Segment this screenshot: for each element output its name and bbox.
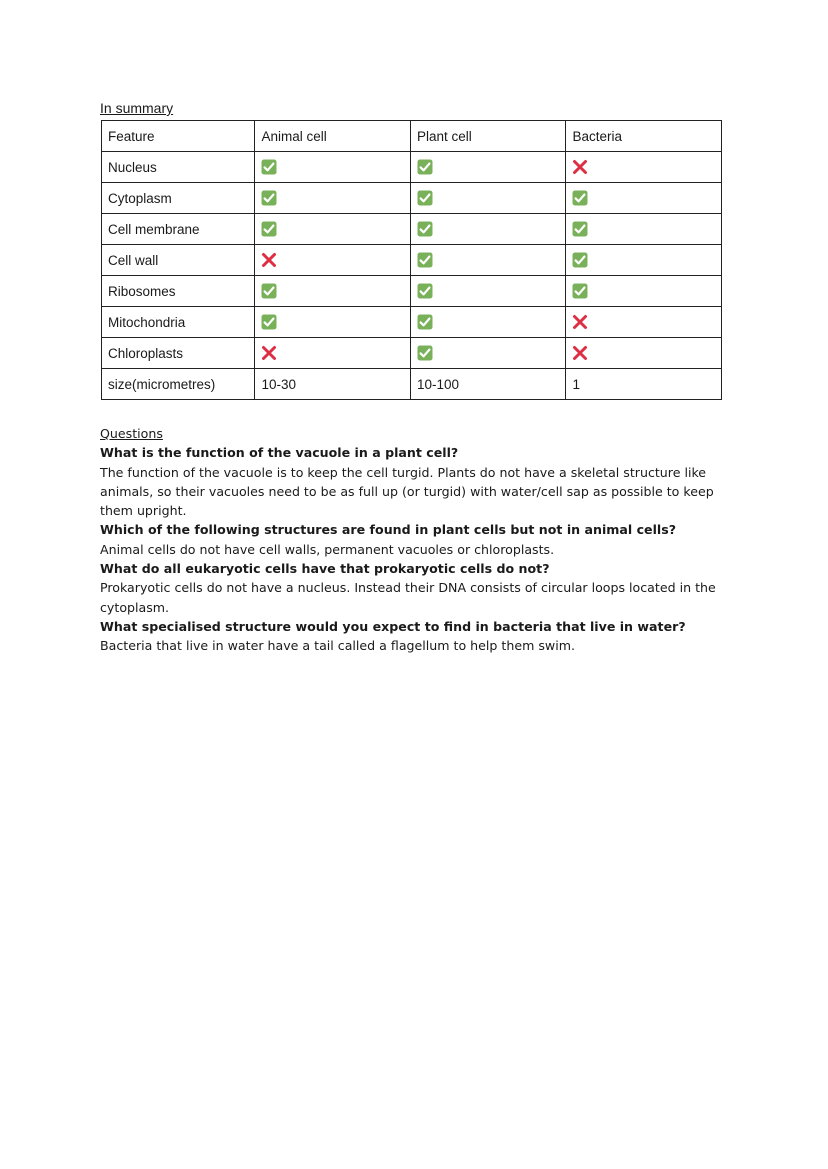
bacteria-cell (566, 183, 722, 214)
feature-cell: Mitochondria (102, 307, 255, 338)
size-bacteria-cell: 1 (566, 369, 722, 400)
plant-cell (410, 183, 566, 214)
plant-cell (410, 214, 566, 245)
check-mark-icon (572, 283, 588, 299)
feature-cell: Ribosomes (102, 276, 255, 307)
plant-cell (410, 307, 566, 338)
animal-cell (255, 338, 411, 369)
summary-table (101, 120, 722, 400)
check-mark-icon (417, 283, 433, 299)
animal-cell (255, 214, 411, 245)
questions-section (100, 424, 720, 656)
cross-mark-icon (261, 345, 277, 361)
questions-heading: Questions (100, 426, 163, 441)
bacteria-cell (566, 214, 722, 245)
check-mark-icon (572, 252, 588, 268)
qa-list (100, 443, 720, 655)
bacteria-cell (566, 307, 722, 338)
plant-cell (410, 245, 566, 276)
animal-cell (255, 245, 411, 276)
feature-cell: Cytoplasm (102, 183, 255, 214)
question-text: What do all eukaryotic cells have that prokaryotic cells do not? (100, 561, 550, 577)
table-header-row (102, 121, 722, 152)
check-mark-icon (572, 190, 588, 206)
size-plant-cell: 10-100 (410, 369, 566, 400)
question-text: What is the function of the vacuole in a plant cell? (100, 445, 459, 461)
cross-mark-icon (572, 159, 588, 175)
answer-line: animals, so their vacuoles need to be as full up (or turgid) with water/cell sap as possible to keep (100, 483, 714, 499)
check-mark-icon (417, 221, 433, 237)
feature-cell: Nucleus (102, 152, 255, 183)
table-row (102, 183, 722, 214)
table-row (102, 307, 722, 338)
cross-mark-icon (572, 345, 588, 361)
summary-heading: In summary (100, 100, 174, 116)
bacteria-cell (566, 245, 722, 276)
check-mark-icon (261, 159, 277, 175)
size-feature-cell: size(micrometres) (102, 369, 255, 400)
check-mark-icon (261, 221, 277, 237)
header-cell-bacteria: Bacteria (566, 121, 722, 152)
table-row (102, 276, 722, 307)
header-cell-plant: Plant cell (410, 121, 566, 152)
answer-line: Animal cells do not have cell walls, permanent vacuoles or chloroplasts. (100, 541, 555, 557)
check-mark-icon (417, 252, 433, 268)
bacteria-cell (566, 152, 722, 183)
table-row (102, 152, 722, 183)
animal-cell (255, 276, 411, 307)
check-mark-icon (417, 159, 433, 175)
bacteria-cell (566, 338, 722, 369)
header-cell-animal: Animal cell (255, 121, 411, 152)
bacteria-cell (566, 276, 722, 307)
check-mark-icon (417, 314, 433, 330)
animal-cell (255, 307, 411, 338)
size-animal-cell: 10-30 (255, 369, 411, 400)
question-text: Which of the following structures are found in plant cells but not in animal cells? (100, 522, 677, 538)
check-mark-icon (261, 283, 277, 299)
check-mark-icon (261, 314, 277, 330)
check-mark-icon (417, 345, 433, 361)
plant-cell (410, 338, 566, 369)
feature-cell: Cell wall (102, 245, 255, 276)
check-mark-icon (261, 190, 277, 206)
answer-line: them upright. (100, 503, 187, 519)
check-mark-icon (417, 190, 433, 206)
answer-line: The function of the vacuole is to keep the cell turgid. Plants do not have a skeletal structure like (100, 464, 707, 480)
animal-cell (255, 152, 411, 183)
table-row-size (102, 369, 722, 400)
check-mark-icon (572, 221, 588, 237)
answer-line: cytoplasm. (100, 599, 170, 615)
cross-mark-icon (261, 252, 277, 268)
cross-mark-icon (572, 314, 588, 330)
table-row (102, 338, 722, 369)
table-row (102, 214, 722, 245)
header-cell-feature: Feature (102, 121, 255, 152)
feature-cell: Cell membrane (102, 214, 255, 245)
plant-cell (410, 276, 566, 307)
answer-line: Bacteria that live in water have a tail called a flagellum to help them swim. (100, 638, 575, 654)
plant-cell (410, 152, 566, 183)
answer-line: Prokaryotic cells do not have a nucleus. Instead their DNA consists of circular loops located in the (100, 580, 716, 596)
table-row (102, 245, 722, 276)
question-text: What specialised structure would you expect to find in bacteria that live in water? (100, 618, 686, 634)
animal-cell (255, 183, 411, 214)
feature-cell: Chloroplasts (102, 338, 255, 369)
